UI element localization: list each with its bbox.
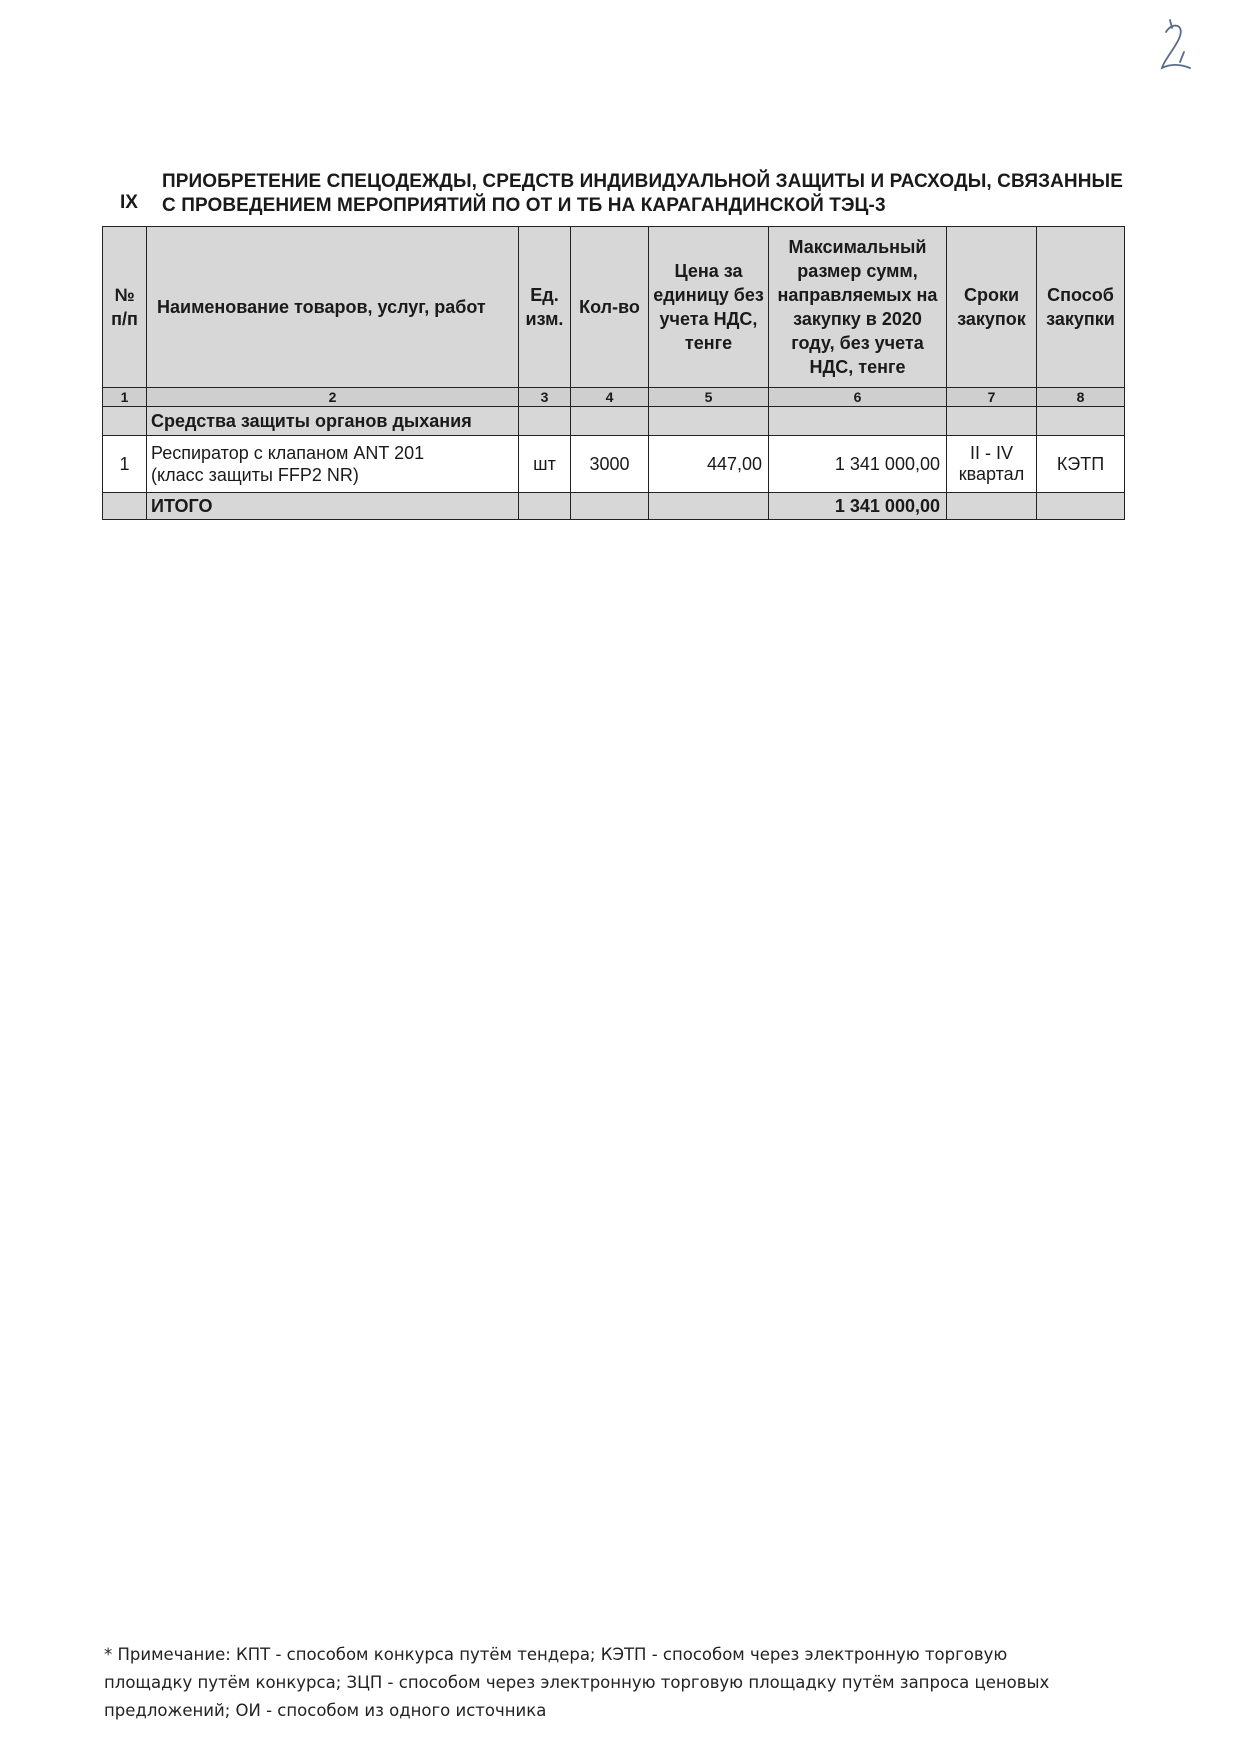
row-name <box>147 436 519 493</box>
total-cell <box>519 493 571 520</box>
row-amount: 1 341 000,00 <box>769 436 947 493</box>
row-price: 447,00 <box>649 436 769 493</box>
table-row <box>103 436 1125 493</box>
handwritten-page-number <box>1150 18 1200 78</box>
column-number: 6 <box>769 388 947 407</box>
total-label: ИТОГО <box>147 493 519 520</box>
section-title-line-1: ПРИОБРЕТЕНИЕ СПЕЦОДЕЖДЫ, СРЕДСТВ ИНДИВИДУАЛЬНОЙ ЗАЩИТЫ И РАСХОДЫ, СВЯЗАННЫЕ <box>162 171 1124 192</box>
column-number-row <box>103 388 1125 407</box>
category-cell <box>519 407 571 436</box>
total-cell <box>571 493 649 520</box>
category-cell <box>769 407 947 436</box>
header-num: № п/п <box>103 227 147 388</box>
category-name: Средства защиты органов дыхания <box>147 407 519 436</box>
row-method: КЭТП <box>1037 436 1125 493</box>
row-name-line-1: Респиратор с клапаном ANT 201 <box>151 443 425 463</box>
total-cell <box>103 493 147 520</box>
header-amount: Максимальный размер сумм, направляемых на закупку в 2020 году, без учета НДС, тенге <box>769 227 947 388</box>
row-qty: 3000 <box>571 436 649 493</box>
column-number: 3 <box>519 388 571 407</box>
column-number: 1 <box>103 388 147 407</box>
total-cell <box>1037 493 1125 520</box>
column-number: 4 <box>571 388 649 407</box>
header-qty: Кол-во <box>571 227 649 388</box>
header-unit: Ед. изм. <box>519 227 571 388</box>
total-cell <box>649 493 769 520</box>
row-unit: шт <box>519 436 571 493</box>
category-cell <box>1037 407 1125 436</box>
section-title <box>162 170 1123 218</box>
header-period: Сроки закупок <box>947 227 1037 388</box>
column-number: 2 <box>147 388 519 407</box>
category-row <box>103 407 1125 436</box>
row-num: 1 <box>103 436 147 493</box>
column-number: 5 <box>649 388 769 407</box>
footnote: * Примечание: КПТ - способом конкурса путём тендера; КЭТП - способом через электронную торговую площадку путём конкурса; ЗЦП - способом через электронную торговую площадку путём запроса ценовых предложений; ОИ - способом из одного источника <box>104 1645 1050 1720</box>
row-period-line-2: квартал <box>958 464 1025 484</box>
total-amount: 1 341 000,00 <box>769 493 947 520</box>
row-name-line-2: (класс защиты FFP2 NR) <box>151 465 359 485</box>
header-row <box>103 227 1125 388</box>
procurement-table <box>102 226 1125 520</box>
row-period-line-1: II - IV <box>969 443 1013 463</box>
section-title-line-2: С ПРОВЕДЕНИЕМ МЕРОПРИЯТИЙ ПО ОТ И ТБ НА КАРАГАНДИНСКОЙ ТЭЦ-3 <box>162 195 886 216</box>
category-cell <box>649 407 769 436</box>
total-cell <box>947 493 1037 520</box>
category-cell <box>103 407 147 436</box>
header-name: Наименование товаров, услуг, работ <box>147 227 519 388</box>
total-row <box>103 493 1125 520</box>
column-number: 7 <box>947 388 1037 407</box>
category-cell <box>571 407 649 436</box>
category-cell <box>947 407 1037 436</box>
section-number: IX <box>120 192 138 213</box>
column-number: 8 <box>1037 388 1125 407</box>
row-period <box>947 436 1037 493</box>
header-price: Цена за единицу без учета НДС, тенге <box>649 227 769 388</box>
header-method: Способ закупки <box>1037 227 1125 388</box>
